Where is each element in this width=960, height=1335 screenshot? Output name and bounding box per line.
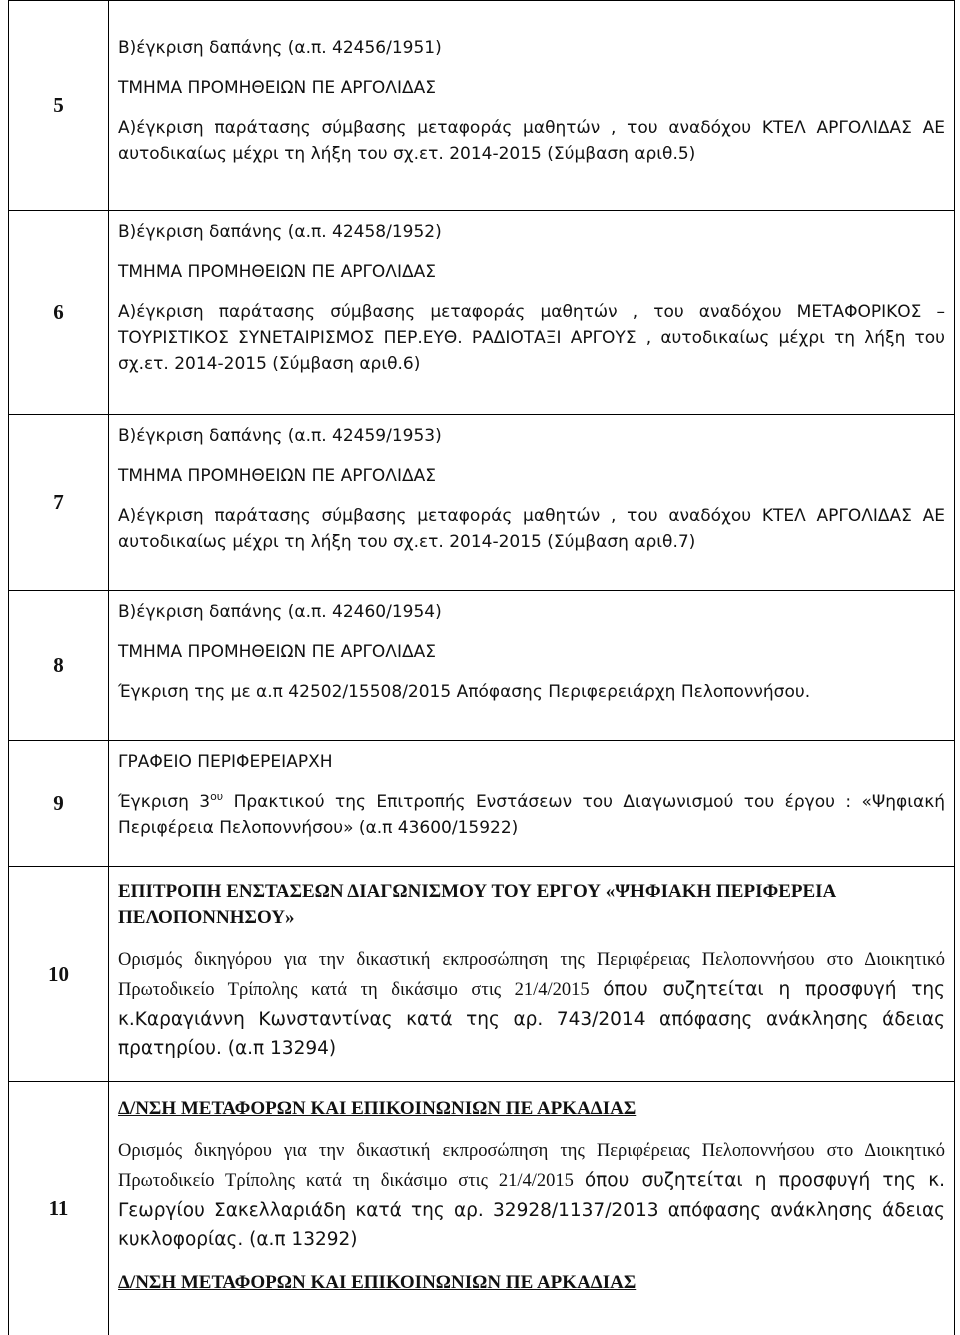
item-number: 9 [9, 741, 109, 867]
item-description [118, 945, 945, 1063]
directorate-heading-text: Δ/ΝΣΗ ΜΕΤΑΦΟΡΩΝ ΚΑΙ ΕΠΙΚΟΙΝΩΝΙΩΝ ΠΕ ΑΡΚΑΔΙΑΣ [118, 1098, 637, 1119]
agenda-row-9 [9, 741, 955, 867]
item-number: 11 [9, 1082, 109, 1335]
ordinal-suffix: ου [210, 790, 224, 803]
department-label: ΤΜΗΜΑ ΠΡΟΜΗΘΕΙΩΝ ΠΕ ΑΡΓΟΛΙΔΑΣ [118, 466, 436, 486]
item-description: Α)έγκριση παράτασης σύμβασης μεταφοράς μαθητών , του αναδόχου ΚΤΕΛ ΑΡΓΟΛΙΔΑΣ ΑΕ αυτοδικαίως μέχρι τη λήξη του σχ.ετ. 2014-2015 (Σύμβαση αριθ.7) [118, 506, 945, 552]
expense-approval-line: Β)έγκριση δαπάνης (α.π. 42459/1953) [118, 426, 442, 446]
agenda-row-11 [9, 1082, 955, 1335]
item-description: Α)έγκριση παράτασης σύμβασης μεταφοράς μαθητών , του αναδόχου ΚΤΕΛ ΑΡΓΟΛΙΔΑΣ ΑΕ αυτοδικαίως μέχρι τη λήξη του σχ.ετ. 2014-2015 (Σύμβαση αριθ.5) [118, 118, 945, 164]
description-part: Ορισμός δικηγόρου για την δικαστική εκπροσώπηση της Περιφέρειας Πελοποννήσου στο Διοικητικό Πρωτοδικείο Τρίπολης κατά τη δικάσιμο στις 21/4/2015 [118, 950, 945, 1000]
item-description: Έγκριση της με α.π 42502/15508/2015 Απόφασης Περιφερειάρχη Πελοποννήσου. [118, 682, 811, 702]
committee-heading: ΕΠΙΤΡΟΠΗ ΕΝΣΤΑΣΕΩΝ ΔΙΑΓΩΝΙΣΜΟΥ ΤΟΥ ΕΡΓΟΥ «ΨΗΦΙΑΚΗ ΠΕΡΙΦΕΡΕΙΑ ΠΕΛΟΠΟΝΝΗΣΟΥ» [118, 881, 836, 928]
expense-approval-line: Β)έγκριση δαπάνης (α.π. 42458/1952) [118, 222, 442, 242]
agenda-row-7 [9, 415, 955, 591]
description-part: όπου συζητείται η προσφυγή της κ.Καραγιάννη Κωνσταντίνας κατά της αρ. 743/2014 απόφασης ανάκλησης άδειας πρατηρίου. (α.π 13294) [118, 979, 945, 1059]
item-number: 10 [9, 867, 109, 1082]
agenda-table [8, 0, 955, 1335]
department-label: ΤΜΗΜΑ ΠΡΟΜΗΘΕΙΩΝ ΠΕ ΑΡΓΟΛΙΔΑΣ [118, 262, 436, 282]
department-label: ΤΜΗΜΑ ΠΡΟΜΗΘΕΙΩΝ ΠΕ ΑΡΓΟΛΙΔΑΣ [118, 642, 436, 662]
item-description [118, 1136, 945, 1254]
agenda-row-5 [9, 1, 955, 211]
directorate-heading-text: Δ/ΝΣΗ ΜΕΤΑΦΟΡΩΝ ΚΑΙ ΕΠΙΚΟΙΝΩΝΙΩΝ ΠΕ ΑΡΚΑΔΙΑΣ [118, 1272, 637, 1293]
directorate-heading [118, 1270, 945, 1296]
item-description [118, 789, 945, 841]
department-label: ΤΜΗΜΑ ΠΡΟΜΗΘΕΙΩΝ ΠΕ ΑΡΓΟΛΙΔΑΣ [118, 78, 436, 98]
description-part: Πρακτικού της Επιτροπής Ενστάσεων του Διαγωνισμού του έργου : «Ψηφιακή Περιφέρεια Πελοποννήσου» (α.π 43600/15922) [118, 792, 945, 838]
department-label: ΓΡΑΦΕΙΟ ΠΕΡΙΦΕΡΕΙΑΡΧΗ [118, 752, 333, 772]
agenda-row-10 [9, 867, 955, 1082]
item-description: Α)έγκριση παράτασης σύμβασης μεταφοράς μαθητών , του αναδόχου ΜΕΤΑΦΟΡΙΚΟΣ – ΤΟΥΡΙΣΤΙΚΟΣ ΣΥΝΕΤΑΙΡΙΣΜΟΣ ΠΕΡ.ΕΥΘ. ΡΑΔΙΟΤΑΞΙ ΑΡΓΟΥΣ , αυτοδικαίως μέχρι τη λήξη του σχ.ετ. 2014-2015 (Σύμβαση αριθ.6) [118, 302, 945, 374]
expense-approval-line: Β)έγκριση δαπάνης (α.π. 42456/1951) [118, 38, 442, 58]
description-part: Έγκριση 3 [118, 792, 211, 812]
directorate-heading [118, 1096, 945, 1122]
item-number: 7 [9, 415, 109, 591]
description-part: Ορισμός δικηγόρου για την δικαστική εκπροσώπηση της Περιφέρειας Πελοποννήσου στο Διοικητικό Πρωτοδικείο Τρίπολης κατά τη δικάσιμο στις 21/4/2015 [118, 1141, 945, 1191]
description-part: όπου συζητείται η προσφυγή της κ. Γεωργίου Σακελλαριάδη κατά της αρ. 32928/1137/2013 απόφασης ανάκλησης άδειας κυκλοφορίας. (α.π 13292) [118, 1170, 945, 1250]
agenda-row-8 [9, 591, 955, 741]
expense-approval-line: Β)έγκριση δαπάνης (α.π. 42460/1954) [118, 602, 442, 622]
agenda-row-6 [9, 211, 955, 415]
item-number: 8 [9, 591, 109, 741]
item-number: 6 [9, 211, 109, 415]
item-number: 5 [9, 1, 109, 211]
